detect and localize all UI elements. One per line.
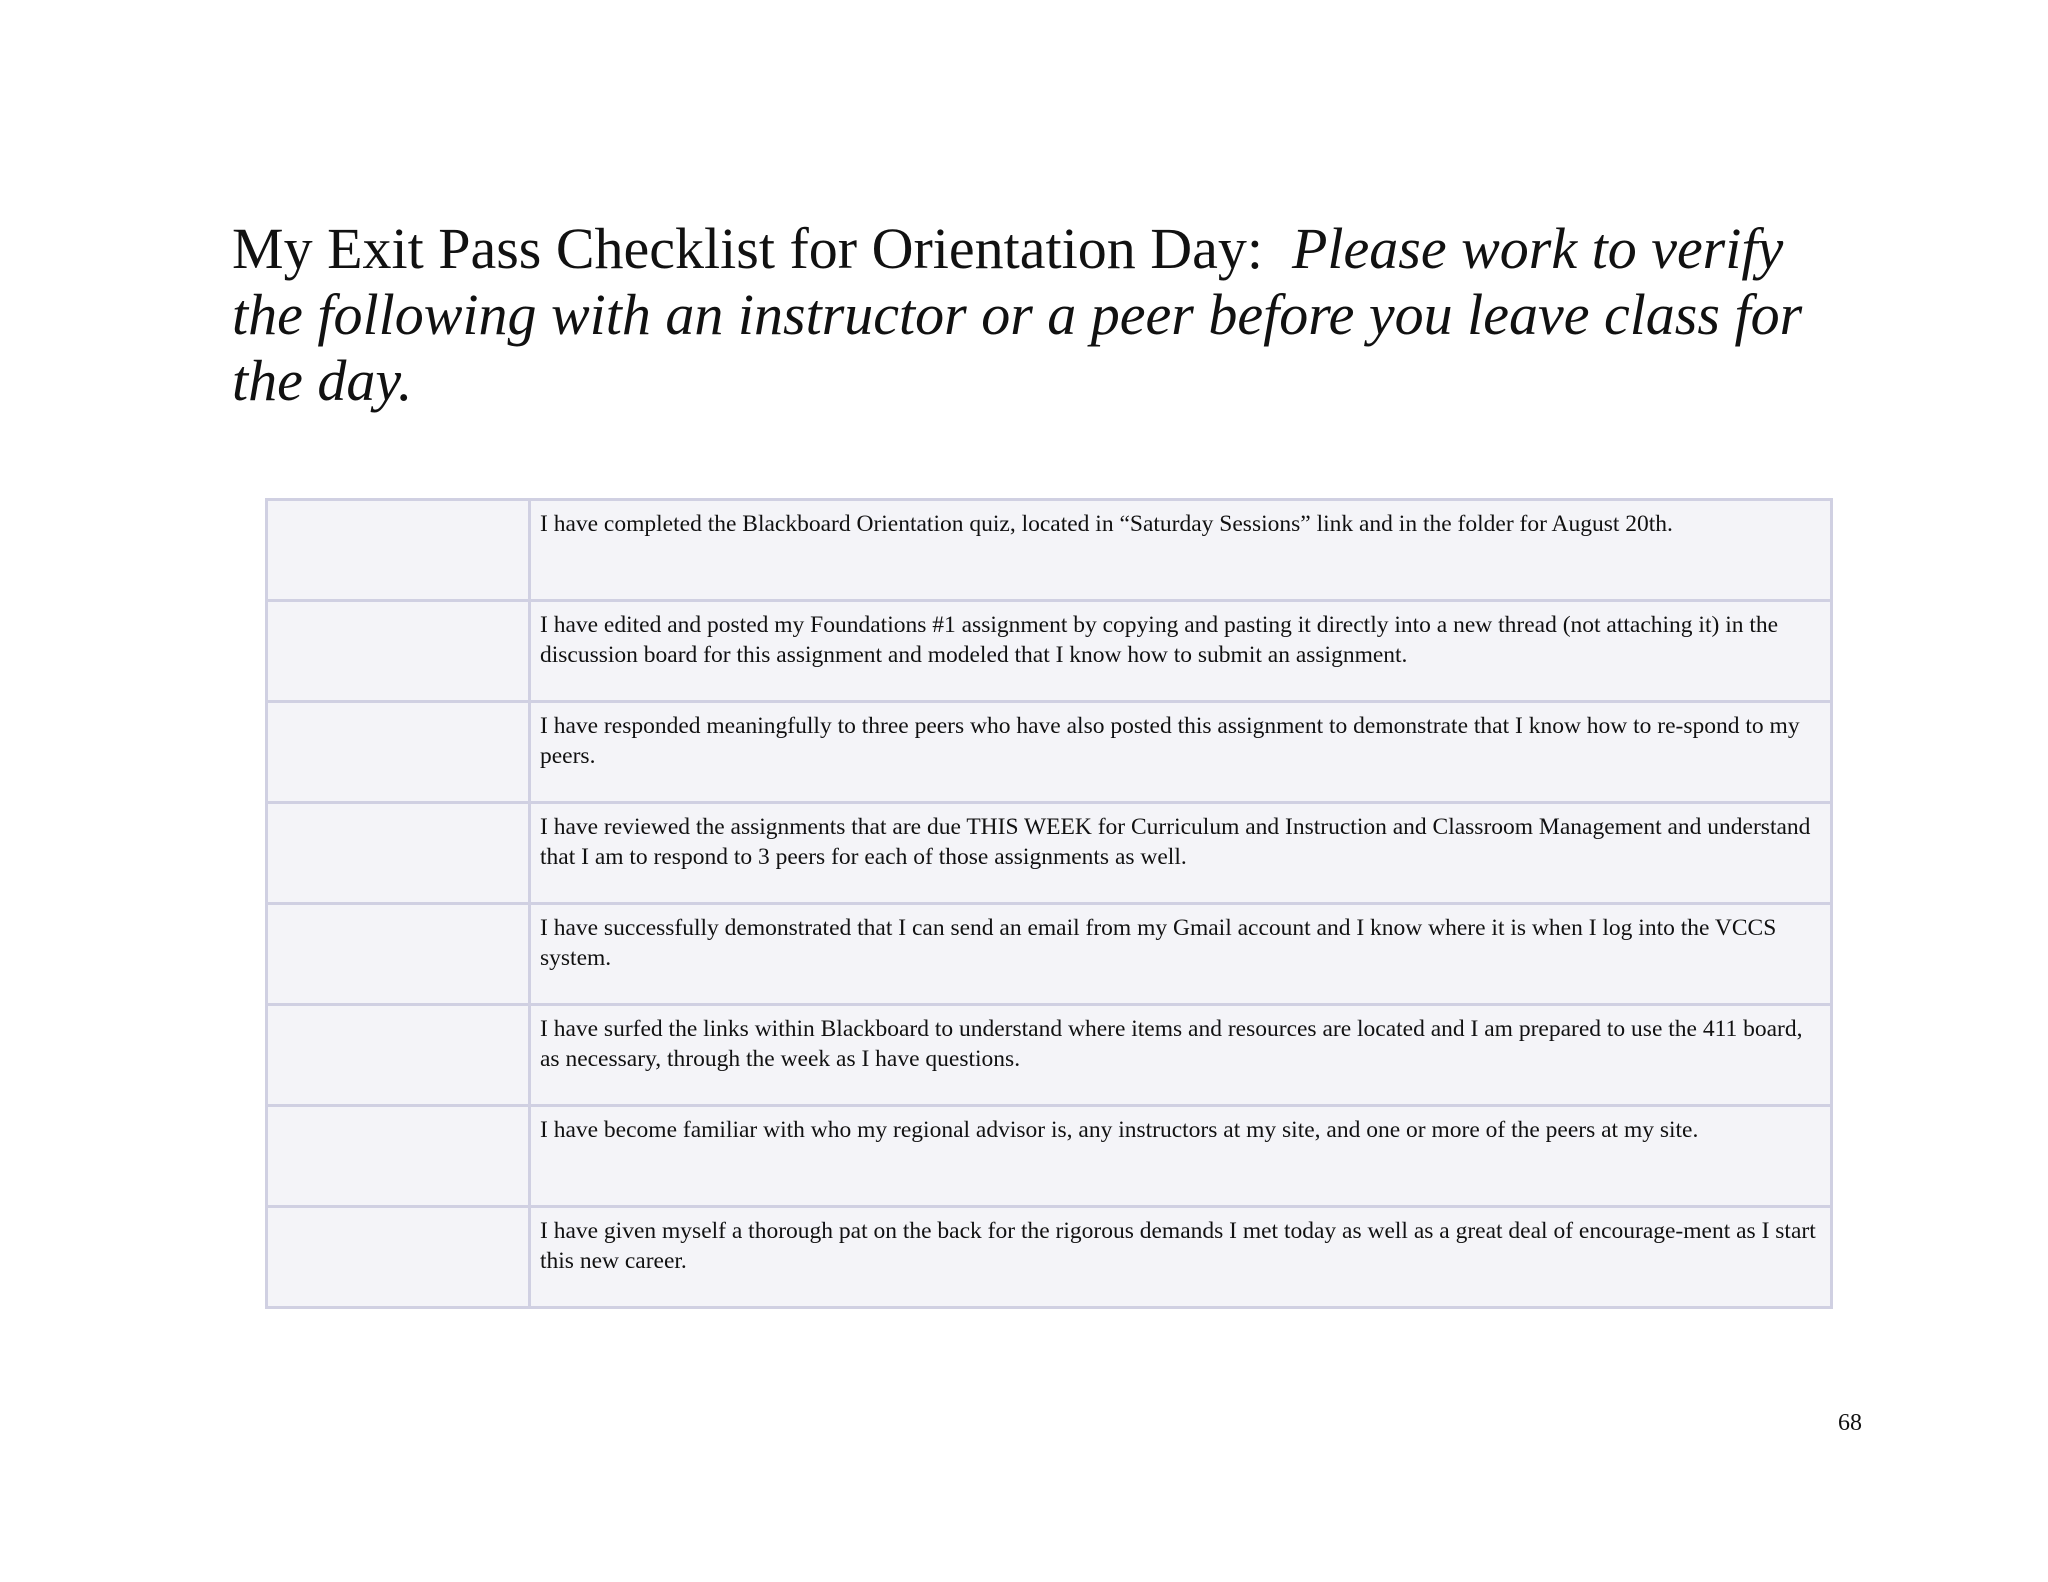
checklist-item-text: I have become familiar with who my regional advisor is, any instructors at my site, and one or more of the peers at my site. — [530, 1106, 1832, 1207]
check-box-cell[interactable] — [267, 702, 530, 803]
title-main: My Exit Pass Checklist for Orientation Day: — [232, 216, 1263, 281]
checklist-row — [267, 1207, 1832, 1308]
check-box-cell[interactable] — [267, 1207, 530, 1308]
check-box-cell[interactable] — [267, 803, 530, 904]
checklist-row — [267, 1005, 1832, 1106]
title-instruction: Please work to verify the following with an instructor or a peer before you leave class for the day. — [232, 216, 1803, 413]
checklist-row — [267, 1106, 1832, 1207]
check-box-cell[interactable] — [267, 1106, 530, 1207]
check-box-cell[interactable] — [267, 904, 530, 1005]
page-title — [232, 216, 1852, 414]
checklist-item-text: I have surfed the links within Blackboard to understand where items and resources are located and I am prepared to use the 411 board, as necessary, through the week as I have questions. — [530, 1005, 1832, 1106]
checklist-row — [267, 904, 1832, 1005]
page-number: 68 — [1838, 1410, 1862, 1436]
check-box-cell[interactable] — [267, 601, 530, 702]
checklist-row — [267, 601, 1832, 702]
check-box-cell[interactable] — [267, 1005, 530, 1106]
checklist-row — [267, 702, 1832, 803]
checklist-item-text: I have given myself a thorough pat on the back for the rigorous demands I met today as well as a great deal of encourage-ment as I start this new career. — [530, 1207, 1832, 1308]
checklist-item-text: I have responded meaningfully to three peers who have also posted this assignment to demonstrate that I know how to re-spond to my peers. — [530, 702, 1832, 803]
checklist-row — [267, 500, 1832, 601]
checklist-row — [267, 803, 1832, 904]
checklist-item-text: I have successfully demonstrated that I can send an email from my Gmail account and I know where it is when I log into the VCCS system. — [530, 904, 1832, 1005]
exit-pass-checklist — [265, 498, 1833, 1309]
checklist-item-text: I have reviewed the assignments that are due THIS WEEK for Curriculum and Instruction and Classroom Management and understand that I am to respond to 3 peers for each of those assignments as well. — [530, 803, 1832, 904]
check-box-cell[interactable] — [267, 500, 530, 601]
checklist-item-text: I have completed the Blackboard Orientation quiz, located in “Saturday Sessions” link and in the folder for August 20th. — [530, 500, 1832, 601]
checklist-item-text: I have edited and posted my Foundations #1 assignment by copying and pasting it directly into a new thread (not attaching it) in the discussion board for this assignment and modeled that I know how to submit an assignment. — [530, 601, 1832, 702]
